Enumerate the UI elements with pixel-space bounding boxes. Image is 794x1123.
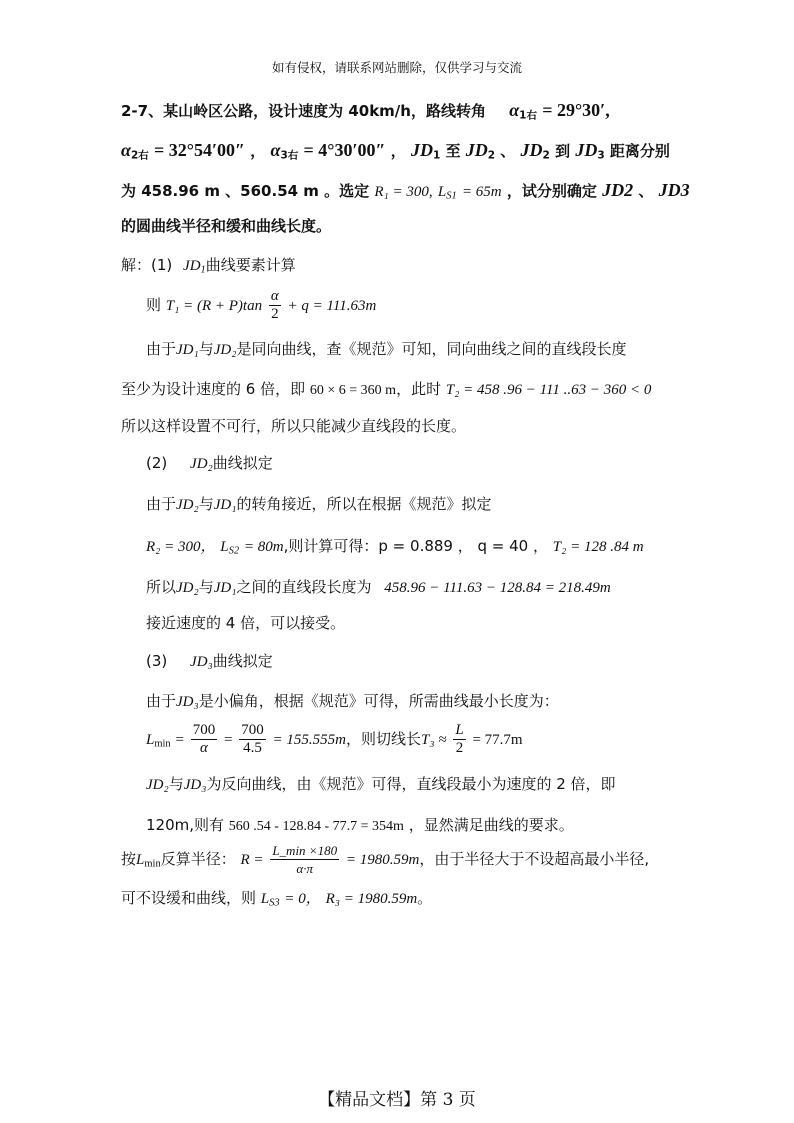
paragraph-10 (146, 814, 574, 835)
jd2-ref: JD₂ (176, 580, 199, 596)
text: 由于 (146, 495, 177, 513)
distance-word: 距离分别 (609, 142, 670, 160)
jd3-ref: JD₃ (190, 654, 213, 670)
problem-line-4: 的圆曲线半径和缓和曲线长度。 (121, 217, 332, 235)
radius-value: = 1980.59m (345, 852, 420, 868)
lmin-symbol: L (136, 852, 145, 868)
jd1-ref: JD₁ (176, 342, 199, 358)
text: 与 (198, 340, 214, 358)
alpha-over-two (269, 288, 281, 323)
jd2-ref: JD₂ (176, 497, 199, 513)
text: 所以 (146, 578, 177, 596)
page-footer: 【精品文档】第 3 页 (318, 1090, 476, 1110)
jd3-ref: JD₃ (183, 777, 207, 793)
text: ，此时 (396, 380, 442, 398)
section-2-number: (2) (146, 454, 168, 472)
frac-denominator: 4.5 (243, 740, 262, 756)
text: ，则切线长 (346, 730, 422, 748)
jd2-label-b: JD (520, 140, 543, 160)
r2-value: R₂ = 300， (146, 539, 216, 555)
jd1-ref: JD₁ (213, 580, 237, 596)
paragraph-4 (146, 493, 491, 514)
ls3-sub: S3 (269, 897, 280, 909)
text: 是小偏角，根据《规范》可得，所需曲线最小长度为： (198, 692, 559, 710)
watermark-header: 如有侵权，请联系网站删除，仅供学习与交流 (271, 60, 522, 75)
ls1-symbol: L (437, 184, 447, 200)
alpha3-value: = 4°30′00″ (303, 140, 386, 160)
then-word: 则 (146, 296, 162, 314)
determine-text: ，试分别确定 (506, 182, 597, 200)
separator: 、 (638, 182, 654, 200)
text: 的转角接近，所以在根据《规范》拟定 (236, 495, 492, 513)
problem-intro: 2-7、某山岭区公路，设计速度为 40km/h，路线转角 (121, 102, 486, 120)
fraction-700-alpha (191, 722, 218, 757)
text: 与 (198, 578, 214, 596)
frac-denominator: 2 (455, 740, 464, 756)
equals: = (224, 732, 233, 748)
jd3-sub: 3 (597, 149, 605, 162)
frac-denominator: α·π (296, 861, 313, 876)
jd2-ref: JD₂ (190, 456, 213, 472)
fraction-700-4-5 (239, 722, 266, 757)
ls2-value: = 80m (243, 539, 284, 555)
alpha3-sub: 3右 (280, 149, 299, 162)
section-3-heading (146, 650, 273, 671)
ls1-sub: S1 (446, 190, 457, 202)
section-1-number: 解：(1) (121, 256, 173, 274)
paragraph-6 (146, 576, 611, 597)
formula-t1 (146, 288, 376, 323)
paragraph-12 (121, 887, 432, 909)
t1-lhs: T₁ = (R + P)tan (165, 298, 263, 314)
r1-formula: R₁ = 300, (374, 184, 433, 200)
text: 由于 (146, 692, 177, 710)
alpha2-value: = 32°54′00″ (154, 140, 245, 160)
separator: ， (390, 142, 406, 160)
jd3-ref: JD₃ (176, 694, 199, 710)
jd3-label: JD (575, 140, 598, 160)
text: 。 (417, 889, 433, 907)
frac-numerator: L (455, 722, 464, 738)
paragraph-11 (121, 842, 649, 877)
ls3-symbol: L (260, 891, 270, 907)
jd2-sub: 2 (487, 149, 496, 162)
separator: 、 (500, 142, 516, 160)
frac-numerator: 700 (241, 722, 264, 738)
text: 至少为设计速度的 6 倍，即 (121, 380, 306, 398)
t1-rhs: + q = 111.63m (287, 298, 377, 314)
text: 是同向曲线，查《规范》可知，同向曲线之间的直线段长度 (236, 340, 627, 358)
lmin-value: = 155.555m (272, 732, 346, 748)
ls3-value: = 0， (284, 891, 321, 907)
text: ，显然满足曲线的要求。 (408, 816, 574, 834)
jd2-ref: JD₂ (213, 342, 237, 358)
fraction-l-over-2 (453, 722, 465, 757)
jd2-label: JD (465, 140, 488, 160)
frac-numerator: L_min ×180 (272, 843, 338, 858)
paragraph-5 (146, 535, 644, 557)
section-3-number: (3) (146, 652, 168, 670)
frac-denominator: α (200, 740, 208, 756)
section-2-title: 曲线拟定 (212, 454, 273, 472)
jd1-ref: JD₁ (213, 497, 237, 513)
straight-length-calc: 458.96 − 111.63 − 128.84 = 218.49m (384, 580, 611, 596)
text: 可不设缓和曲线，则 (121, 889, 257, 907)
alpha1-symbol: α (509, 100, 520, 120)
t2-value: T₂ = 128 .84 m (552, 539, 644, 555)
text: 之间的直线段长度为 (236, 578, 372, 596)
alpha3-symbol: α (270, 140, 281, 160)
text: 由于 (146, 340, 177, 358)
frac-numerator: α (270, 288, 279, 304)
alpha1-value: = 29°30′, (542, 100, 610, 120)
text: 与 (168, 775, 184, 793)
alpha1-sub: 1右 (519, 109, 537, 122)
jd2-ref: JD₂ (146, 777, 169, 793)
fraction-radius (270, 842, 339, 877)
section-2-heading (146, 452, 273, 473)
t2-check: T₂ = 458 .96 − 111 ..63 − 360 < 0 (445, 382, 652, 398)
section-1-title: 曲线要素计算 (205, 256, 296, 274)
paragraph-2 (121, 378, 651, 399)
lmin-sub: min (154, 738, 171, 750)
r-symbol: R = (240, 852, 264, 868)
text: ，由于半径大于不设超高最小半径, (419, 850, 650, 868)
paragraph-9 (146, 773, 616, 794)
problem-line-3 (121, 180, 690, 202)
distances-text: 为 458.96 m 、560.54 m 。选定 (121, 182, 370, 200)
text: 与 (198, 495, 214, 513)
text: 为反向曲线，由《规范》可得，直线段最小为速度的 2 倍，即 (206, 775, 616, 793)
text: ,则计算可得：p = 0.889 ， q = 40 ， (283, 537, 548, 555)
problem-line-1 (121, 100, 610, 123)
t3-symbol: T₃ ≈ (421, 732, 447, 748)
jd2-sub-b: 2 (542, 149, 550, 162)
paragraph-1 (146, 338, 626, 359)
jd1-sub: 1 (432, 149, 441, 162)
text: 120m,则有 (146, 816, 225, 834)
jd1-ref-sub: 1 (200, 264, 206, 276)
frac-numerator: 700 (192, 722, 216, 738)
alpha2-symbol: α (121, 140, 131, 160)
section-1-heading (121, 254, 296, 276)
jd1-ref: JD (183, 258, 201, 274)
separator: ， (250, 142, 266, 160)
formula-lmin (146, 722, 523, 757)
paragraph-7: 接近速度的 4 倍，可以接受。 (146, 614, 346, 632)
t3-value: = 77.7m (472, 732, 523, 748)
to-word-2: 到 (555, 142, 571, 160)
speed-product: 60 × 6 = 360 m (309, 383, 397, 398)
lmin-sub: min (144, 858, 161, 870)
text: 按 (121, 850, 137, 868)
jd1-label: JD (410, 140, 433, 160)
section-3-title: 曲线拟定 (212, 652, 273, 670)
r3-value: R₃ = 1980.59m (325, 891, 418, 907)
ls1-value: = 65m (461, 184, 502, 200)
ls2-symbol: L (220, 539, 229, 555)
ls2-sub: S2 (228, 545, 240, 557)
jd2-ref: JD2 (602, 180, 634, 200)
text: 反算半径： (160, 850, 236, 868)
to-word: 至 (445, 142, 461, 160)
paragraph-8 (146, 690, 559, 711)
remaining-length-calc: 560 .54 - 128.84 - 77.7 = 354m (228, 819, 404, 834)
frac-denominator: 2 (271, 306, 279, 322)
problem-line-2 (121, 140, 670, 163)
lmin-symbol: L (146, 732, 155, 748)
equals: = (175, 732, 184, 748)
jd3-ref: JD3 (658, 180, 690, 200)
alpha2-sub: 2右 (130, 149, 149, 162)
paragraph-3: 所以这样设置不可行，所以只能减少直线段的长度。 (121, 417, 467, 435)
